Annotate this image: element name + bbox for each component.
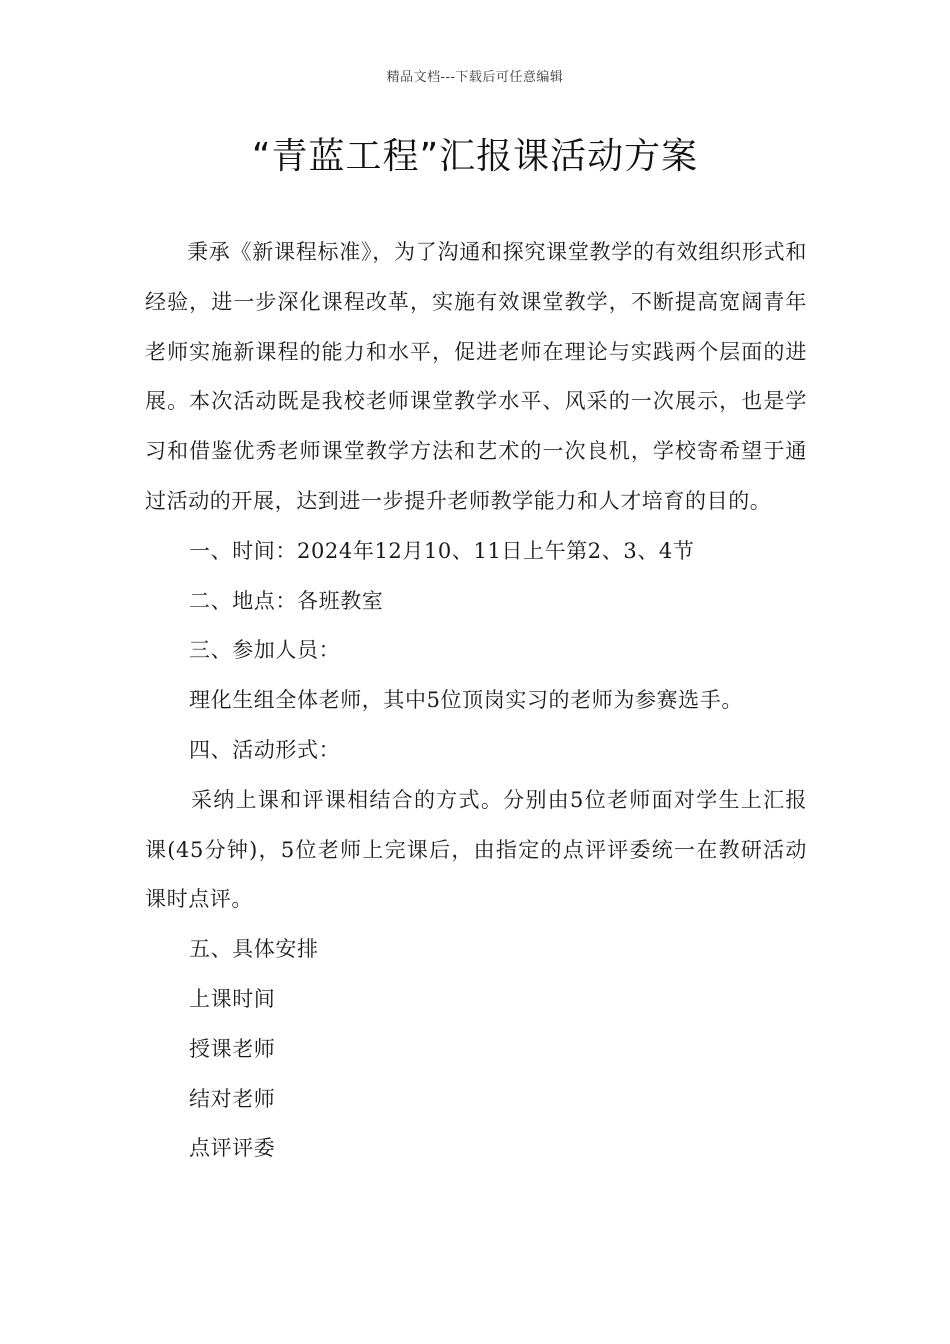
section-time: 一、时间：2024年12月10、11日上午第2、3、4节 [189, 538, 695, 563]
header-note: 精品文档---下载后可任意编辑 [386, 70, 564, 85]
arrangement-item: 点评评委 [189, 1136, 276, 1161]
arrangement-item: 结对老师 [189, 1086, 276, 1111]
arrangement-item: 上课时间 [189, 986, 276, 1011]
section-place: 二、地点：各班教室 [189, 588, 384, 613]
intro-paragraph: 秉承《新课程标准》，为了沟通和探究课堂教学的有效组织形式和经验，进一步深化课程改革，实施有效课堂教学，不断提高宽阔青年老师实施新课程的能力和水平，促进老师在理论与实践两个层面的进展。本次活动既是我校老师课堂教学水平、风采的一次展示，也是学习和借鉴优秀老师课堂教学方法和艺术的一次良机，学校寄希望于通过活动的开展，达到进一步提升老师教学能力和人才培育的目的。 [145, 240, 807, 513]
section-arrangement-heading: 五、具体安排 [189, 937, 319, 962]
section-format-heading: 四、活动形式： [189, 737, 341, 762]
section-format-text: 采纳上课和评课相结合的方式。分别由5位老师面对学生上汇报课(45分钟)，5位老师上完课后，由指定的点评评委统一在教研活动课时点评。 [145, 787, 807, 912]
document-title: “青蓝工程”汇报课活动方案 [251, 136, 699, 177]
document-body [145, 228, 807, 1174]
arrangement-item: 授课老师 [189, 1036, 276, 1061]
section-participants-text: 理化生组全体老师，其中5位顶岗实习的老师为参赛选手。 [189, 688, 743, 713]
section-participants-heading: 三、参加人员： [189, 638, 341, 663]
